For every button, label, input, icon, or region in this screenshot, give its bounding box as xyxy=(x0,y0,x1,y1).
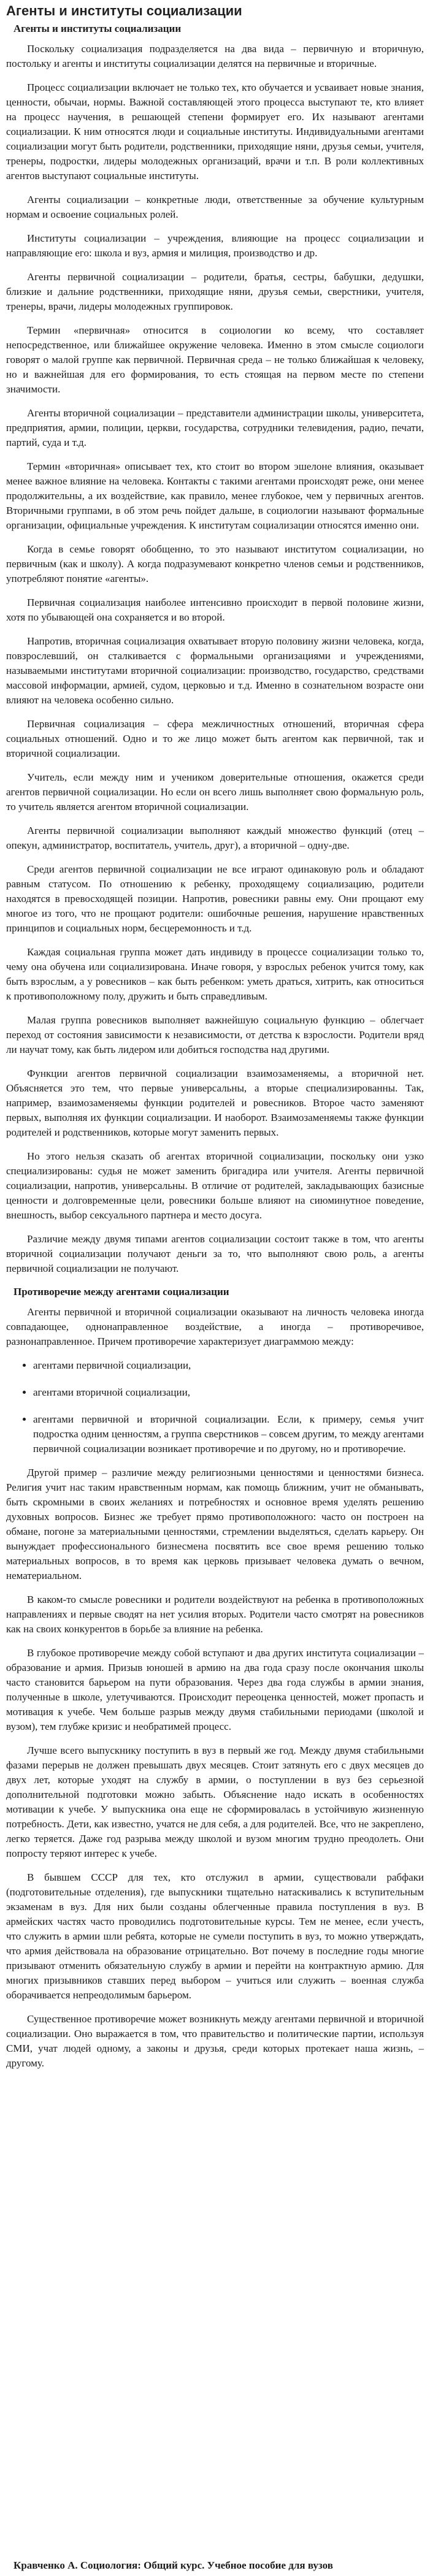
paragraph: Агенты первичной социализации выполняют каждый множество функций (отец – опекун, администратор, воспитатель, учитель, друг), а вторичной – одну-две. xyxy=(6,825,424,851)
list-item: • агентами первичной социализации, xyxy=(33,1358,424,1373)
paragraph: Малая группа ровесников выполняет важнейшую социальную функцию – облегчает переход от состояния зависимости к независимости, от детства к взрослости. Родители вряд ли научат тому, как быть лидером или добиться господства над другими. xyxy=(6,1014,424,1055)
paragraph: В каком-то смысле ровесники и родители воздействуют на ребенка в противоположных направлениях и первые сводят на нет усилия вторых. Родители часто смотрят на ровесников как на своих конкурентов в борьбе за влияние на ребенка. xyxy=(6,1594,424,1635)
paragraph: Институты социализации – учреждения, влияющие на процесс социализации и направляющие его: школа и вуз, армия и милиция, производство и др. xyxy=(6,232,424,259)
list-item: • агентами вторичной социализации, xyxy=(33,1385,424,1400)
paragraph: Среди агентов первичной социализации не все играют одинаковую роль и обладают равным статусом. По отношению к ребенку, проходящему социализацию, родители находятся в превосходящей позиции. Напротив, ровесники равны ему. Они прощают ему многое из того, что не прощают родители: ошибочные решения, нарушение нравственных принципов и социальных норм, бесцеремонность и т.д. xyxy=(6,863,424,934)
source-footer: Кравченко А. Социология: Общий курс. Учебное пособие для вузов xyxy=(13,2559,333,2571)
paragraph: Учитель, если между ним и учеником доверительные отношения, окажется среди агентов первичной социализации. Но если он всего лишь выполняет свою формальную роль, то учитель является агентом вторичной социализации. xyxy=(6,771,424,812)
page-title: Агенты и институты социализации xyxy=(6,3,242,18)
paragraph: Первичная социализация наиболее интенсивно происходит в первой половине жизни, хотя по убывающей она сохраняется и во второй. xyxy=(6,597,424,623)
paragraph: Когда в семье говорят обобщенно, то это называют институтом социализации, но первичным (как и школу). А когда подразумевают конкретно членов семьи и родственников, употребляют понятие «агенты». xyxy=(6,543,424,584)
paragraph: Агенты первичной социализации – родители, братья, сестры, бабушки, дедушки, близкие и дальние родственники, приходящие няни, друзья семьи, сверстники, учителя, тренеры, врачи, лидеры молодежных группировок. xyxy=(6,271,424,312)
paragraph: Существенное противоречие может возникнуть между агентами первичной и вторичной социализации. Оно выражается в том, что правительство и политические партии, используя СМИ, учат людей одному, а законы и друзья, среди которых протекает наша жизнь, – другому. xyxy=(6,2013,424,2069)
paragraph: Первичная социализация – сфера межличностных отношений, вторичная сфера социальных отношений. Одно и то же лицо может быть агентом как первичной, так и вторичной социализации. xyxy=(6,718,424,759)
paragraph: Но этого нельзя сказать об агентах вторичной социализации, поскольку они узко специализированы: судья не может заменить бригадира или учителя. Агенты первичной социализации, напротив, универсальны. В отличие от родителей, закладывающих базисные ценности и долговременные цели, ровесники больше влияют на сиюминутное поведение, внешность, выбор сексуального партнера и место досуга. xyxy=(6,1150,424,1221)
paragraph: Лучше всего выпускнику поступить в вуз в первый же год. Между двумя стабильными фазами перерыв не должен превышать двух месяцев. Стоит затянуть его с двух месяцев до двух лет, которые уходят на службу в армии, о поступлении в вуз без серьезной дополнительной подготовки можно забыть. Объяснение надо искать в особенностях мотивации к учебе. У выпускника она еще не сформировалась в устойчивую жизненную потребность. Дети, как известно, учатся не для себя, а для родителей. Все, что не закреплено, легко теряется. Даже год разрыва между школой и вузом многим трудно преодолеть. Они попросту теряют интерес к учебе. xyxy=(6,1745,424,1859)
paragraph: Агенты первичной и вторичной социализации оказывают на личность человека иногда совпадающее, однонаправленное воздействие, а иногда – противоречивое, разнонаправленное. Причем противоречие характеризует диаграммою между: xyxy=(6,1306,424,1347)
paragraph: Процесс социализации включает не только тех, кто обучается и усваивает новые знания, ценности, обычаи, нормы. Важной составляющей этого процесса выступают те, кто влияет на процесс научения, в решающей степени формирует его. Их называют агентами социализации. К ним относятся люди и социальные институты. Индивидуальными агентами социализации могут быть родители, родственники, приходящие няни, друзья семьи, учителя, тренеры, подростки, лидеры молодежных организаций, врачи и т.п. В роли коллективных агентов выступают социальные институты. xyxy=(6,82,424,182)
paragraph: Другой пример – различие между религиозными ценностями и ценностями бизнеса. Религия учит нас таким нравственным нормам, как помощь ближним, учит не обманывать, быть скромными в своих желаниях и потребностях и основное время уделять решению духовных вопросов. Бизнес же требует прямо противоположного: часто он построен на обмане, погоне за материальными ценностями, стремлении выделяться, сделать карьеру. Он вынуждает профессионального бизнесмена посвятить все свое время решению только материальных вопросов, в то время как церковь призывает человека думать о вечном, нематериальном. xyxy=(6,1467,424,1581)
paragraph: В глубокое противоречие между собой вступают и два других института социализации – образование и армия. Призыв юношей в армию на два года сразу после окончания школы часто становится барьером на пути образования. Через два года службы в армии знания, полученные в школе, улетучиваются. Происходит переоценка ценностей, может пропасть и мотивация к учебе. Чем больше разрыв между двумя стабильными периодами (школой и вузом), тем глубже кризис и необратимей процесс. xyxy=(6,1647,424,1732)
paragraph: Термин «вторичная» описывает тех, кто стоит во втором эшелоне влияния, оказывает менее важное влияние на человека. Контакты с такими агентами происходят реже, они менее продолжительны, а их воздействие, как правило, менее глубокое, чем у первичных агентов. Вторичными группами, в об этом речь пойдет дальше, в социологии называют формальные организации, официальные учреждения. К институтам социализации относятся именно они. xyxy=(6,461,424,531)
paragraph: Термин «первичная» относится в социологии ко всему, что составляет непосредственное, или ближайшее окружение человека. Именно в этом смысле социологи говорят о малой группе как первичной. Первичная среда – не только ближайшая к человеку, но и важнейшая для его формирования, то есть стоящая на первом месте по степени значимости. xyxy=(6,324,424,395)
paragraph: Агенты социализации – конкретные люди, ответственные за обучение культурным нормам и освоение социальных ролей. xyxy=(6,194,424,220)
subsection-heading: Противоречие между агентами социализации xyxy=(13,1286,229,1298)
paragraph: Напротив, вторичная социализация охватывает вторую половину жизни человека, когда, повзрослевший, он сталкивается с формальными организациями и учреждениями, называемыми институтами вторичной социализации: производство, государство, средствами массовой информации, армией, судом, церковью и т.д. Именно в сознательном возрасте они влияют на человека особенно сильно. xyxy=(6,635,424,706)
paragraph: Агенты вторичной социализации – представители администрации школы, университета, предприятия, армии, полиции, церкви, государства, сотрудники телевидения, радио, печати, партий, суда и т.д. xyxy=(6,407,424,448)
bullet-list xyxy=(6,1358,424,1456)
paragraph: В бывшем СССР для тех, кто отслужил в армии, существовали рабфаки (подготовительные отделения), где выпускники тщательно натаскивались к вступительным экзаменам в вуз. Для них были созданы облегченные правила поступления в вуз. В армейских частях часто проводились подготовительные курсы. Тем не менее, если учесть, что служить в армии шли ребята, которые не сумели поступить в вуз, то можно утверждать, что армия действовала на образование отрицательно. Вот почему в последние годы многие призывают отменить обязательную службу в армии и перейти на контрактную армию. Для многих призывников ставших перед выбором – учиться или служить – военная служба оборачивается непреодолимым барьером. xyxy=(6,1871,424,2001)
paragraph: Поскольку социализация подразделяется на два вида – первичную и вторичную, постольку и агенты и институты социализации делятся на первичные и вторичные. xyxy=(6,43,424,69)
paragraph: Каждая социальная группа может дать индивиду в процессе социализации только то, чему она обучена или социализирована. Иначе говоря, у взрослых ребенок учится тому, как быть взрослым, а у ровесников – как быть ребенком: уметь драться, хитрить, как относиться к противоположному полу, дружить и быть справедливым. xyxy=(6,946,424,1002)
list-item: • агентами первичной и вторичной социализации. Если, к примеру, семья учит подростка одним ценностям, а группа сверстников – совсем другим, то между агентами первичной социализации возникает противоречие и по другому, но и противоречие. xyxy=(33,1412,424,1456)
section-heading: Агенты и институты социализации xyxy=(13,23,182,34)
paragraph: Различие между двумя типами агентов социализации состоит также в том, что агенты вторичной социализации получают деньги за то, что выполняют свою роль, а агенты первичной социализации не получают. xyxy=(6,1233,424,1274)
paragraph: Функции агентов первичной социализации взаимозаменяемы, а вторичной нет. Объясняется это тем, что первые универсальны, а вторые специализированны. Так, например, взаимозаменяемы функции родителей и ровесников. Второе часто заменяют первых, выполняя их функции социализации. И наоборот. Взаимозаменяемы также функции родителей и родственников, которые могут заменить первых. xyxy=(6,1068,424,1138)
